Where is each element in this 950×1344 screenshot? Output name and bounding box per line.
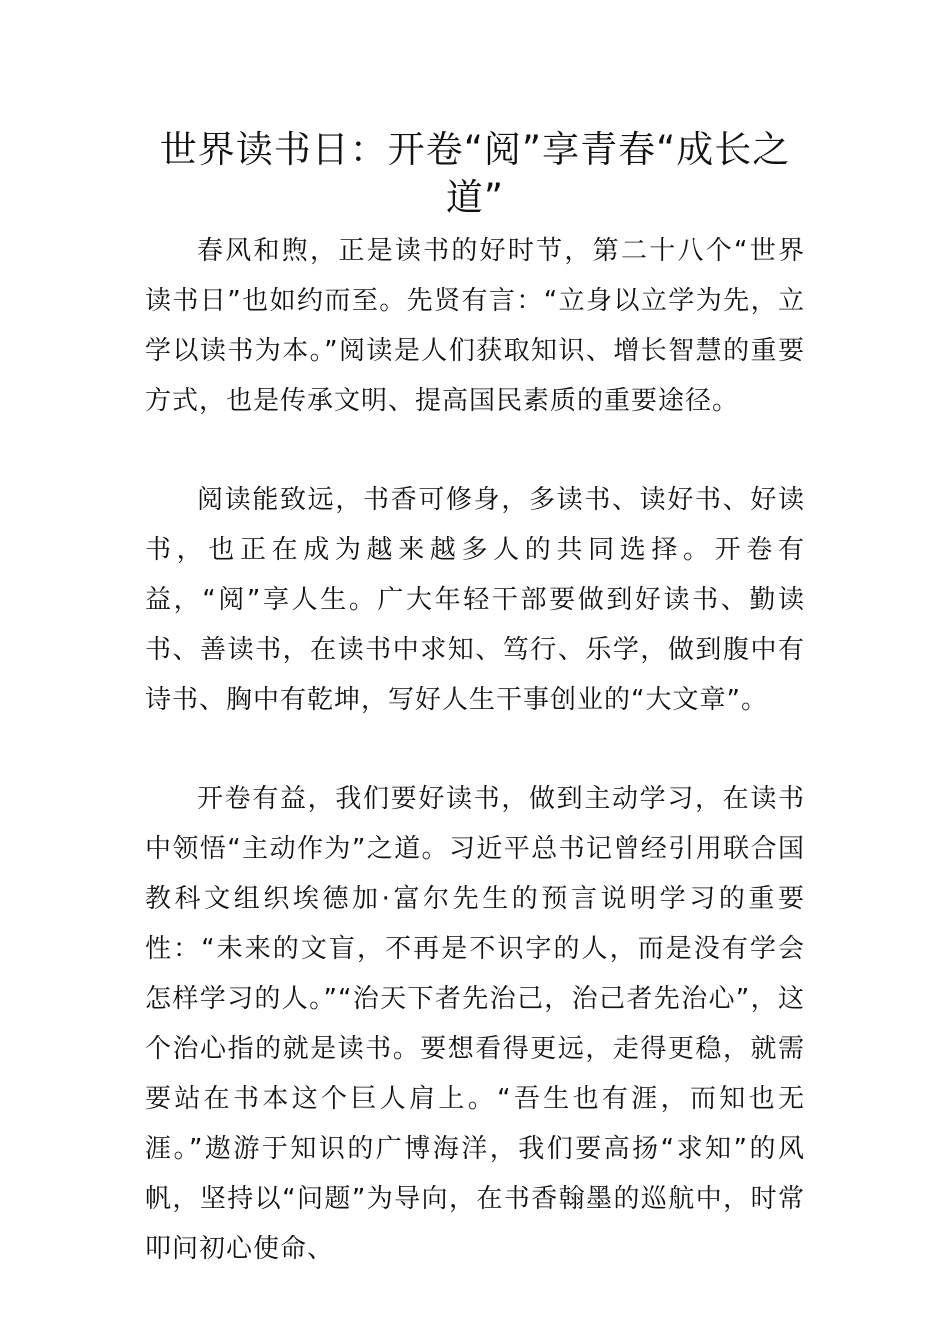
- paragraph-2: 阅读能致远，书香可修身，多读书、读好书、好读书，也正在成为越来越多人的共同选择。开卷有益，“阅”享人生。广大年轻干部要做到好读书、勤读书、善读书，在读书中求知、笃行、乐学，做到腹中有诗书、胸中有乾坤，写好人生干事创业的“大文章”。: [145, 485, 805, 715]
- paragraph-1: 春风和煦，正是读书的好时节，第二十八个“世界读书日”也如约而至。先贤有言：“立身以立学为先，立学以读书为本。”阅读是人们获取知识、增长智慧的重要方式，也是传承文明、提高国民素质的重要途径。: [145, 236, 805, 416]
- paragraph-3: 开卷有益，我们要好读书，做到主动学习，在读书中领悟“主动作为”之道。习近平总书记曾经引用联合国教科文组织埃德加·富尔先生的预言说明学习的重要性：“未来的文盲，不再是不识字的人，而是没有学会怎样学习的人。”“治天下者先治己，治己者先治心”，这个治心指的就是读书。要想看得更远，走得更稳，就需要站在书本这个巨人肩上。“吾生也有涯，而知也无涯。”遨游于知识的广博海洋，我们要高扬“求知”的风帆，坚持以“问题”为导向，在书香翰墨的巡航中，时常叩问初心使命、: [145, 784, 805, 1264]
- document-title: 世界读书日：开卷“阅”享青春“成长之道”: [159, 128, 791, 219]
